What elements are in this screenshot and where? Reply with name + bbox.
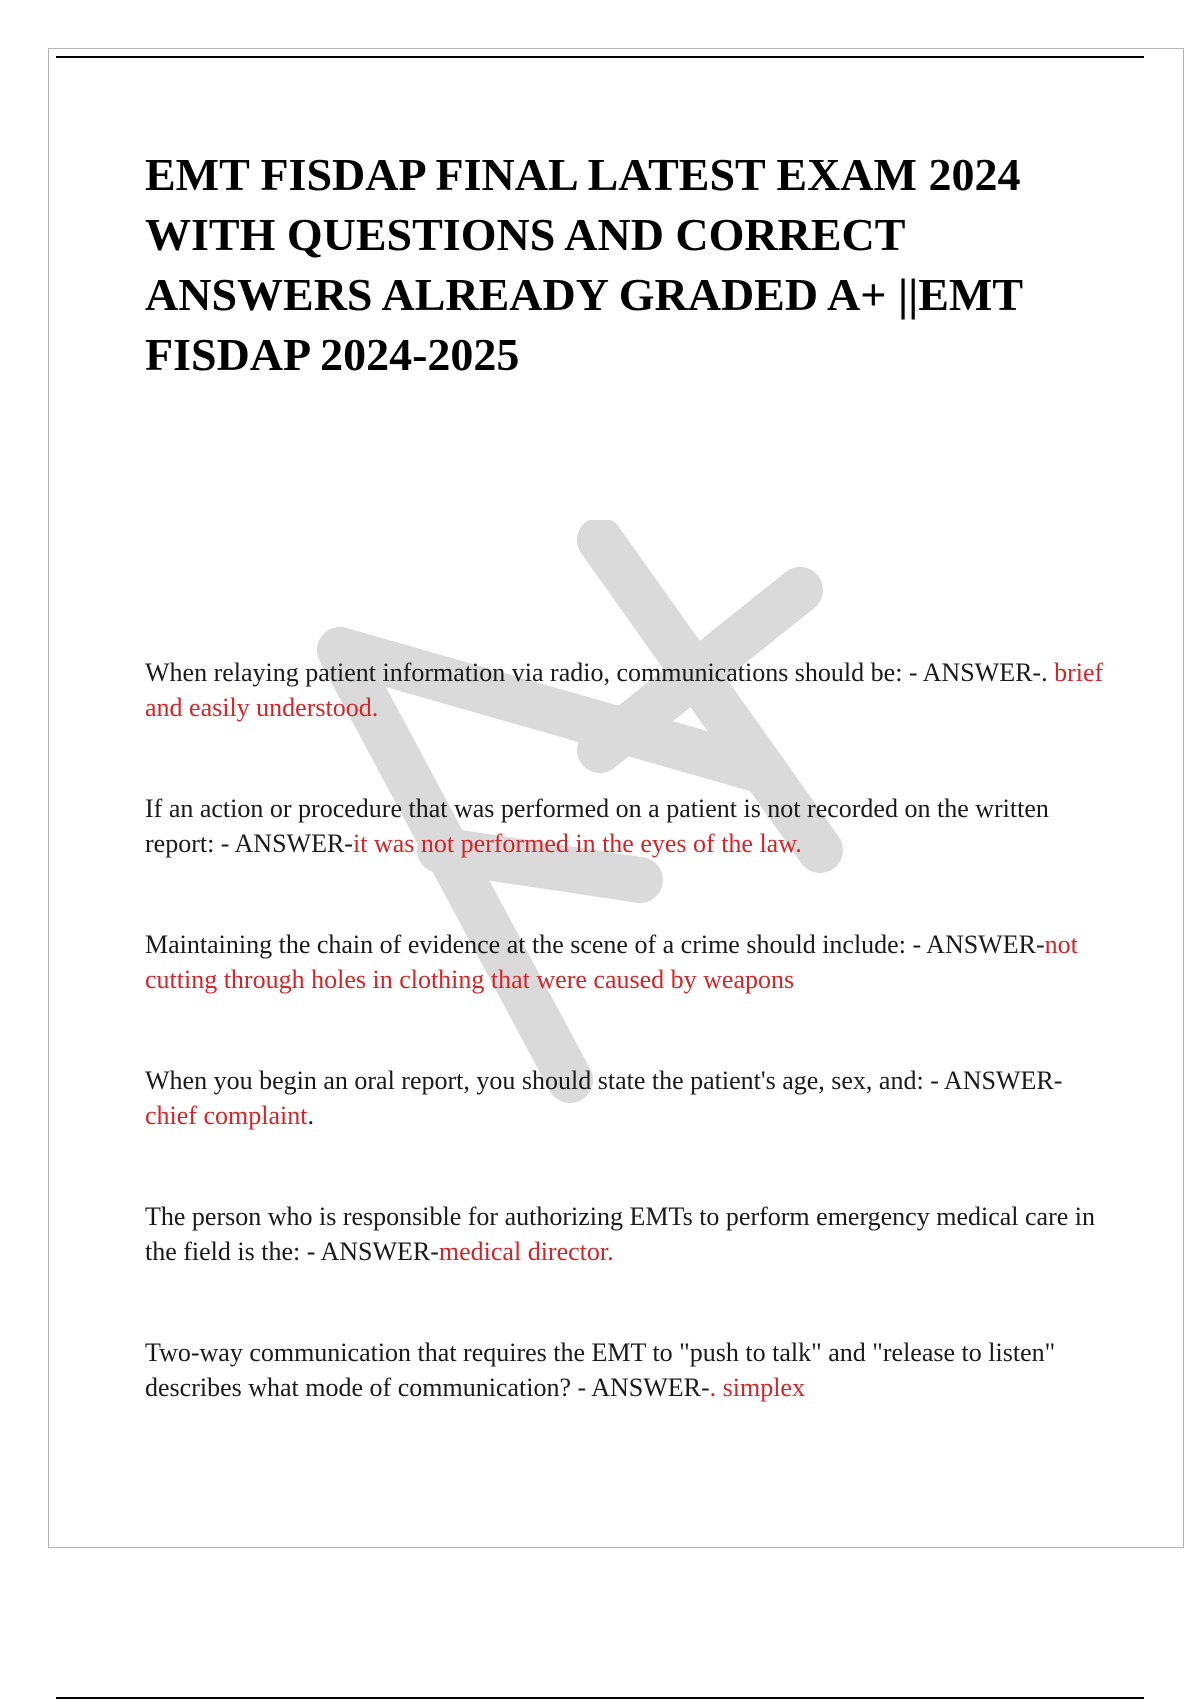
answer-text: chief complaint: [145, 1101, 308, 1130]
qa-item: [145, 791, 1105, 861]
answer-marker: ANSWER-.: [922, 658, 1055, 687]
question-text: Maintaining the chain of evidence at the scene of a crime should include: -: [145, 930, 927, 959]
answer-text: . simplex: [709, 1373, 805, 1402]
answer-marker: ANSWER-: [320, 1237, 439, 1266]
answer-marker: ANSWER-: [591, 1373, 710, 1402]
qa-item: [145, 655, 1105, 725]
bottom-rule: [56, 1697, 1144, 1699]
qa-item: [145, 1335, 1105, 1405]
answer-marker: ANSWER-: [926, 930, 1045, 959]
question-text: When you begin an oral report, you should state the patient's age, sex, and: -: [145, 1066, 944, 1095]
question-text: If an action or procedure that was performed on a patient is not recorded on the written report: -: [145, 794, 1049, 858]
question-text: Two-way communication that requires the EMT to "push to talk" and "release to listen" describes what mode of communication? -: [145, 1338, 1056, 1402]
qa-list: [145, 655, 1105, 1471]
qa-item: [145, 1063, 1105, 1133]
document-title: EMT FISDAP FINAL LATEST EXAM 2024 WITH QUESTIONS AND CORRECT ANSWERS ALREADY GRADED A+ ||EMT FISDAP 2024-2025: [145, 149, 1023, 380]
qa-item: [145, 927, 1105, 997]
question-text: The person who is responsible for authorizing EMTs to perform emergency medical care in the field is the: -: [145, 1202, 1096, 1266]
qa-item: [145, 1199, 1105, 1269]
answer-text: not cutting through holes in clothing that were caused by weapons: [145, 930, 1078, 994]
top-rule: [56, 56, 1144, 58]
answer-marker: ANSWER-: [234, 829, 353, 858]
answer-text: brief and easily understood.: [145, 658, 1104, 722]
question-text: When relaying patient information via radio, communications should be: -: [145, 658, 923, 687]
answer-text: medical director.: [438, 1237, 614, 1266]
answer-marker: ANSWER-: [943, 1066, 1063, 1095]
answer-text: it was not performed in the eyes of the law.: [352, 829, 802, 858]
answer-suffix: .: [307, 1101, 314, 1130]
